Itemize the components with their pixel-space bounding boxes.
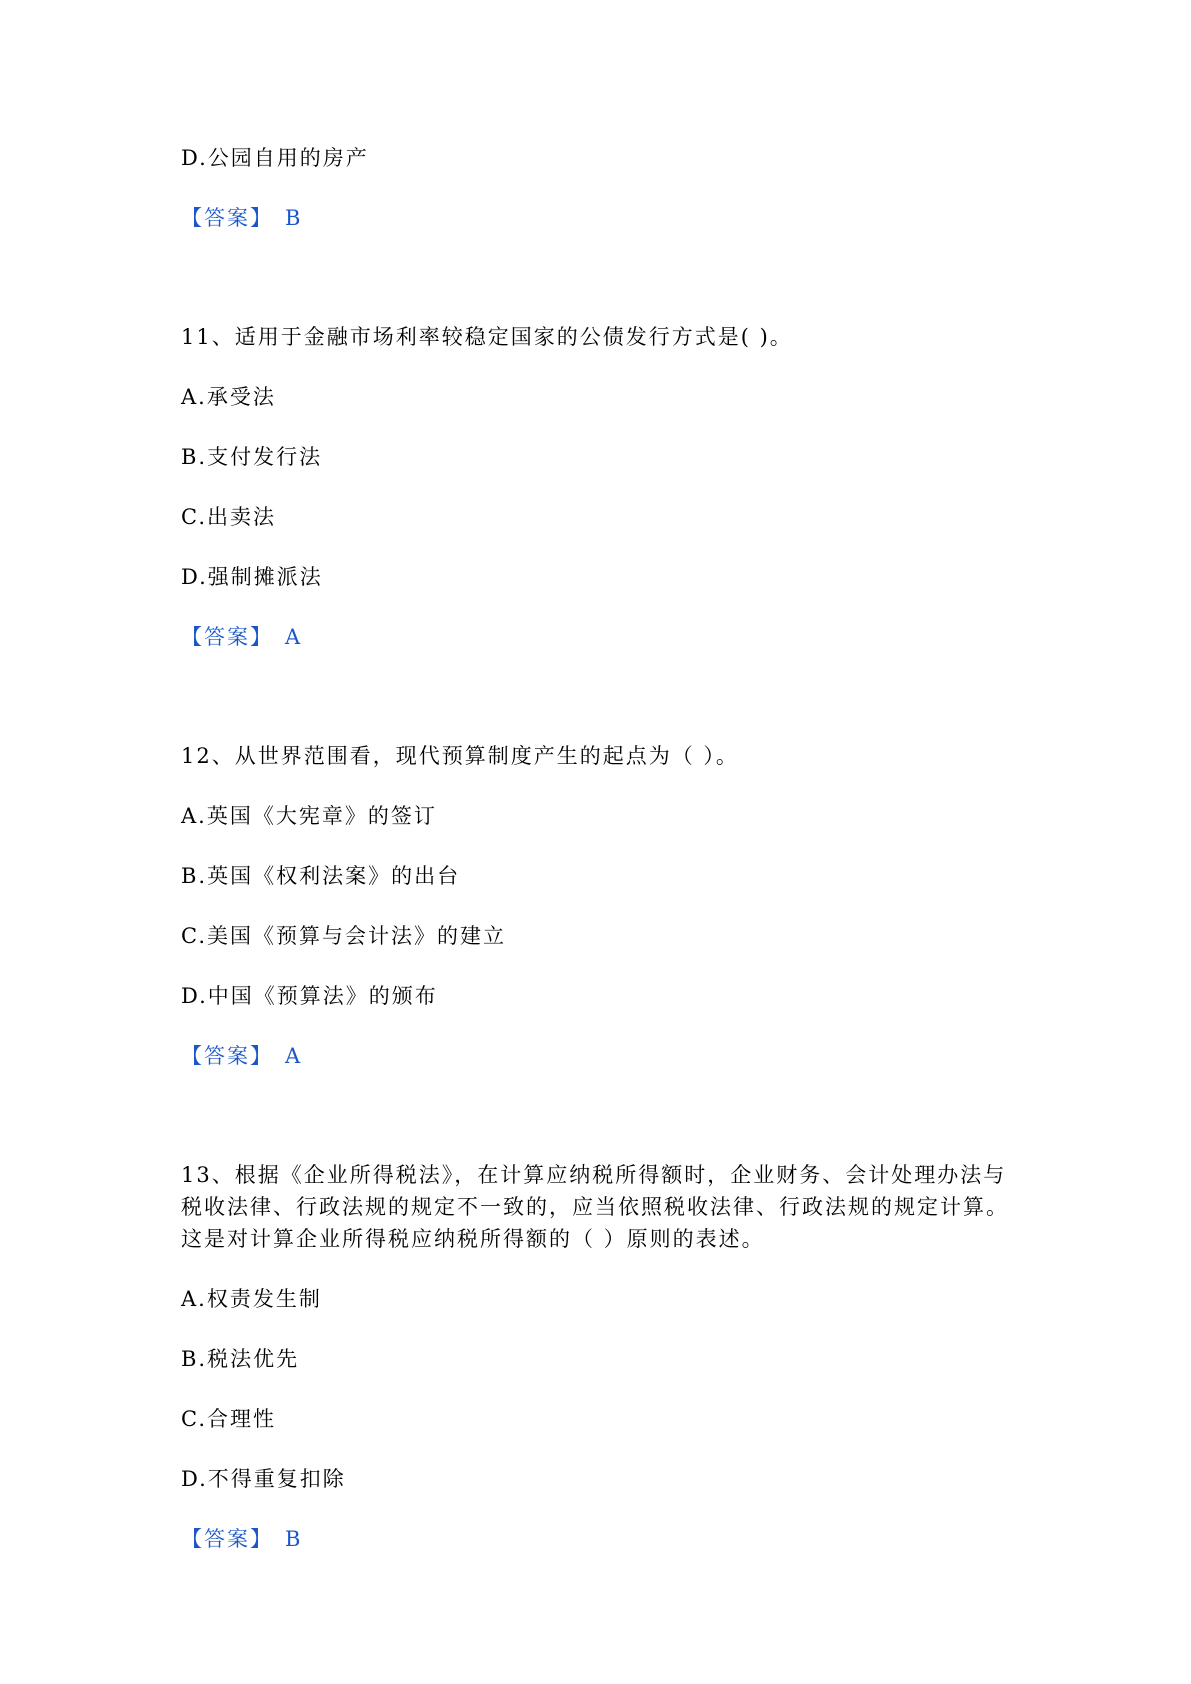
option-c: C.合理性 [181, 1407, 276, 1431]
answer-tag: 【答案】 [181, 206, 273, 230]
answer-value: A [285, 625, 303, 649]
option-a: A.权责发生制 [181, 1287, 322, 1311]
question-12: 12、从世界范围看，现代预算制度产生的起点为（ ）。 [181, 744, 739, 768]
option-c: C.美国《预算与会计法》的建立 [181, 924, 506, 948]
option-d: D.中国《预算法》的颁布 [181, 984, 438, 1008]
option-c: C.出卖法 [181, 505, 276, 529]
option-d: D.不得重复扣除 [181, 1467, 346, 1491]
option-b: B.英国《权利法案》的出台 [181, 864, 461, 888]
option-d: D.公园自用的房产 [181, 146, 369, 170]
answer-tag: 【答案】 [181, 1044, 273, 1068]
answer-value: B [285, 1527, 303, 1551]
answer-line [181, 203, 302, 233]
answer-line [181, 622, 302, 652]
answer-tag: 【答案】 [181, 625, 273, 649]
answer-tag: 【答案】 [181, 1527, 273, 1551]
answer-line [181, 1041, 302, 1071]
question-13: 13、根据《企业所得税法》，在计算应纳税所得额时，企业财务、会计处理办法与税收法律、行政法规的规定不一致的，应当依照税收法律、行政法规的规定计算。这是对计算企业所得税应纳税所得额的（ ）原则的表述。 [181, 1163, 1009, 1251]
answer-value: B [285, 206, 303, 230]
answer-value: A [285, 1044, 303, 1068]
answer-line [181, 1524, 302, 1554]
option-b: B.税法优先 [181, 1347, 300, 1371]
option-a: A.英国《大宪章》的签订 [181, 804, 437, 828]
option-a: A.承受法 [181, 385, 276, 409]
option-b: B.支付发行法 [181, 445, 323, 469]
option-d: D.强制摊派法 [181, 565, 323, 589]
question-11: 11、适用于金融市场利率较稳定国家的公债发行方式是( )。 [181, 325, 793, 349]
